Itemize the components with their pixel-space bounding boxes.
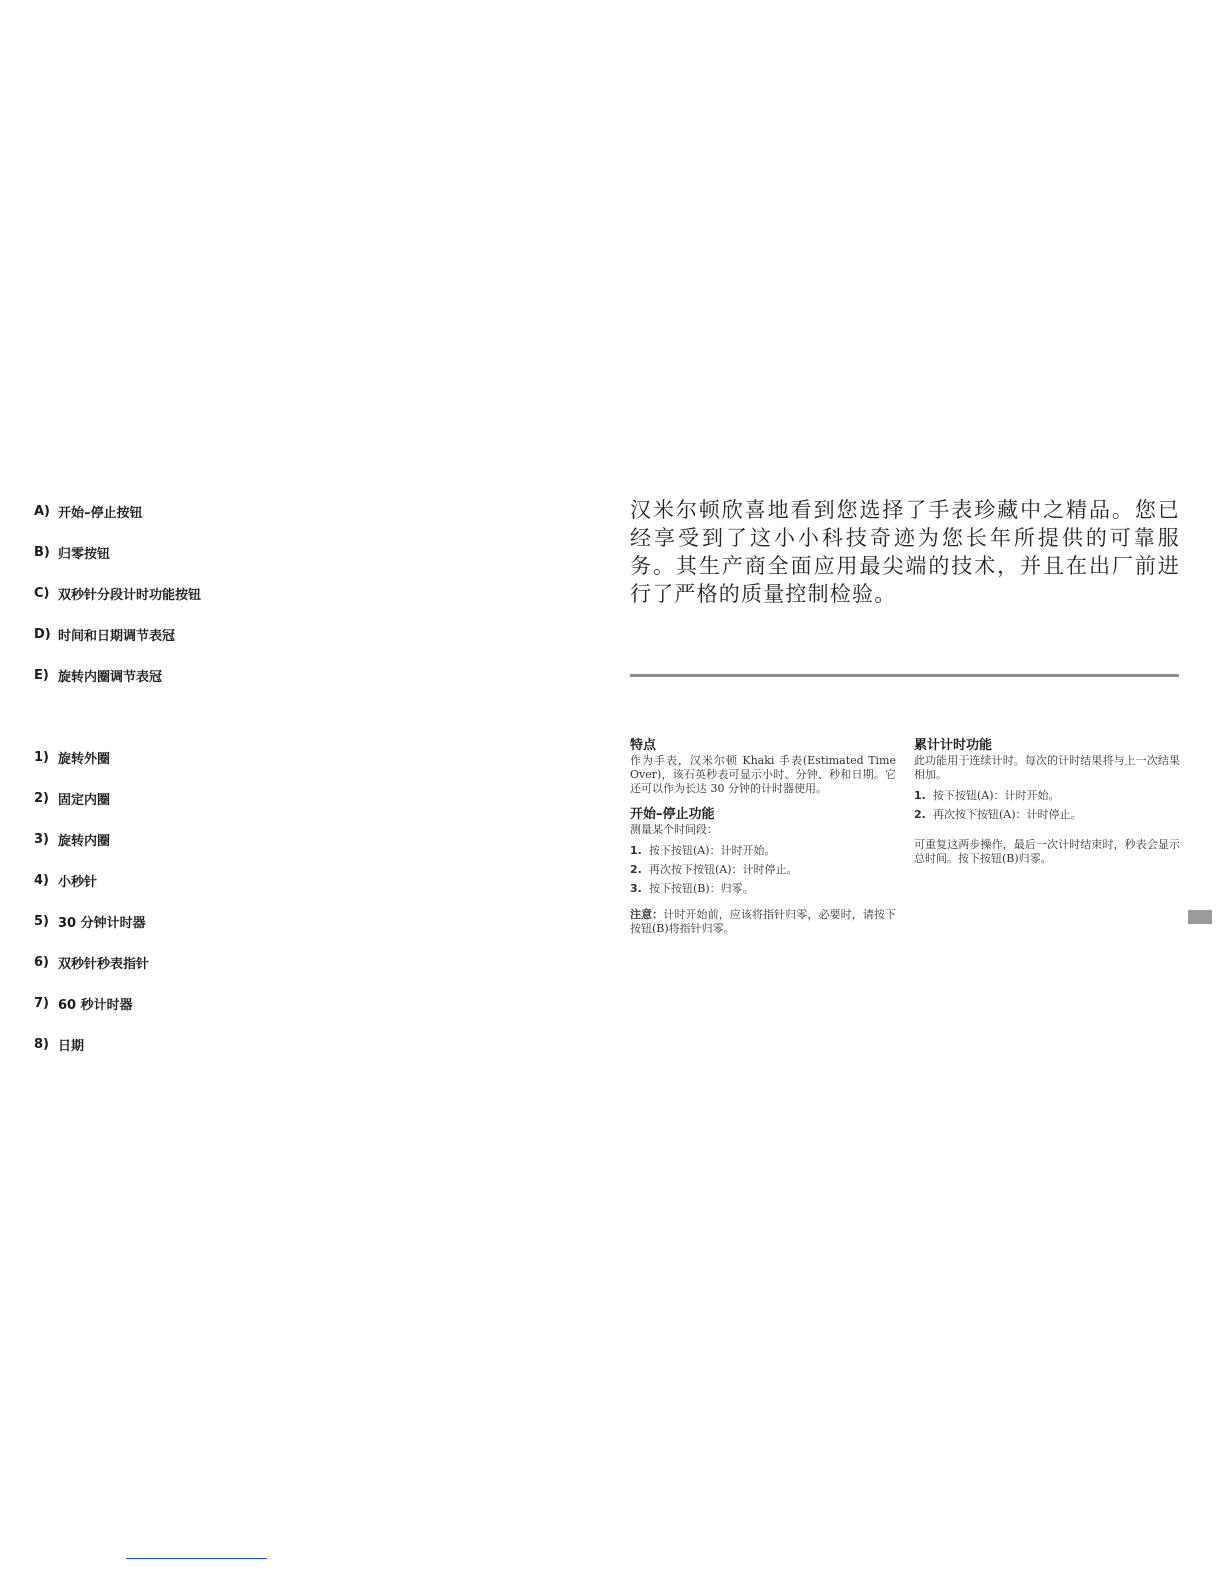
intro-paragraph: 汉米尔顿欣喜地看到您选择了手表珍藏中之精品。您已经享受到了这小小科技奇迹为您长年所提供的可靠服务。其生产商全面应用最尖端的技术，并且在出厂前进行了严格的质量控制检验。 (630, 498, 1180, 606)
legend-label: 开始–停止按钮 (58, 506, 143, 521)
start-stop-intro: 测量某个时间段： (630, 823, 718, 836)
section-divider (630, 674, 1179, 677)
step-text: 再次按下按钮(A)：计时停止。 (933, 808, 1082, 821)
step-number: 2. (630, 863, 642, 876)
legend-item (34, 737, 149, 778)
step-text: 按下按钮(A)：计时开始。 (933, 789, 1060, 802)
note-label: 注意： (630, 908, 664, 921)
legend-item (34, 860, 149, 901)
cumulative-text: 此功能用于连续计时。每次的计时结果将与上一次结果相加。 (914, 754, 1180, 781)
legend-item (34, 983, 149, 1024)
cumulative-steps (914, 786, 1180, 824)
legend-key: 8) (34, 1037, 49, 1052)
legend-label: 双秒针秒表指针 (58, 957, 150, 972)
legend-item (34, 1024, 149, 1065)
step-text: 按下按钮(A)：计时开始。 (649, 844, 776, 857)
legend-item (34, 614, 201, 655)
step-item (914, 786, 1180, 805)
step-text: 再次按下按钮(A)：计时停止。 (649, 863, 798, 876)
note-paragraph (630, 908, 896, 936)
legend-label: 归零按钮 (58, 547, 111, 562)
legend-label: 固定内圈 (58, 793, 111, 808)
legend-key: 2) (34, 791, 49, 806)
step-number: 1. (914, 789, 926, 802)
step-number: 2. (914, 808, 926, 821)
legend-item (34, 778, 149, 819)
legend-label: 旋转内圈调节表冠 (58, 670, 163, 685)
step-item (630, 879, 896, 898)
start-stop-heading: 开始–停止功能 (630, 807, 715, 822)
legend-key: E) (34, 668, 49, 683)
left-text-column (630, 737, 896, 936)
page-edge-tab (1188, 910, 1212, 924)
features-heading: 特点 (630, 738, 657, 753)
legend-item (34, 532, 201, 573)
cumulative-outro: 可重复这两步操作，最后一次计时结束时，秒表会显示总时间。按下按钮(B)归零。 (914, 838, 1180, 865)
note-text: 计时开始前，应该将指针归零，必要时，请按下按钮(B)将指针归零。 (630, 908, 897, 935)
legend-item (34, 491, 201, 532)
legend-key: 3) (34, 832, 49, 847)
parts-legend (34, 737, 149, 1065)
legend-key: 4) (34, 873, 49, 888)
legend-label: 60 秒计时器 (58, 998, 133, 1013)
legend-item (34, 819, 149, 860)
legend-key: C) (34, 586, 50, 601)
legend-label: 旋转内圈 (58, 834, 111, 849)
legend-item (34, 901, 149, 942)
legend-key: D) (34, 627, 51, 642)
legend-label: 旋转外圈 (58, 752, 111, 767)
features-text: 作为手表，汉米尔顿 Khaki 手表(Estimated Time Over)，该石英秒表可显示小时、分钟、秒和日期。它还可以作为长达 30 分钟的计时器使用。 (630, 754, 896, 795)
right-text-column (914, 737, 1180, 866)
legend-key: B) (34, 545, 50, 560)
legend-item (34, 655, 201, 696)
step-text: 按下按钮(B)：归零。 (649, 882, 754, 895)
step-item (914, 805, 1180, 824)
legend-label: 时间和日期调节表冠 (58, 629, 176, 644)
step-item (630, 860, 896, 879)
cumulative-heading: 累计计时功能 (914, 738, 993, 753)
step-number: 1. (630, 844, 642, 857)
controls-legend (34, 491, 201, 696)
legend-label: 双秒针分段计时功能按钮 (58, 588, 202, 603)
legend-label: 小秒针 (58, 875, 98, 890)
legend-key: 1) (34, 750, 49, 765)
legend-key: A) (34, 504, 51, 519)
step-item (630, 841, 896, 860)
legend-key: 5) (34, 914, 49, 929)
legend-label: 日期 (58, 1039, 85, 1054)
legend-label: 30 分钟计时器 (58, 916, 146, 931)
legend-item (34, 573, 201, 614)
legend-key: 6) (34, 955, 49, 970)
start-stop-steps (630, 841, 896, 898)
footer-link-underline (126, 1558, 267, 1559)
legend-item (34, 942, 149, 983)
legend-key: 7) (34, 996, 49, 1011)
step-number: 3. (630, 882, 642, 895)
